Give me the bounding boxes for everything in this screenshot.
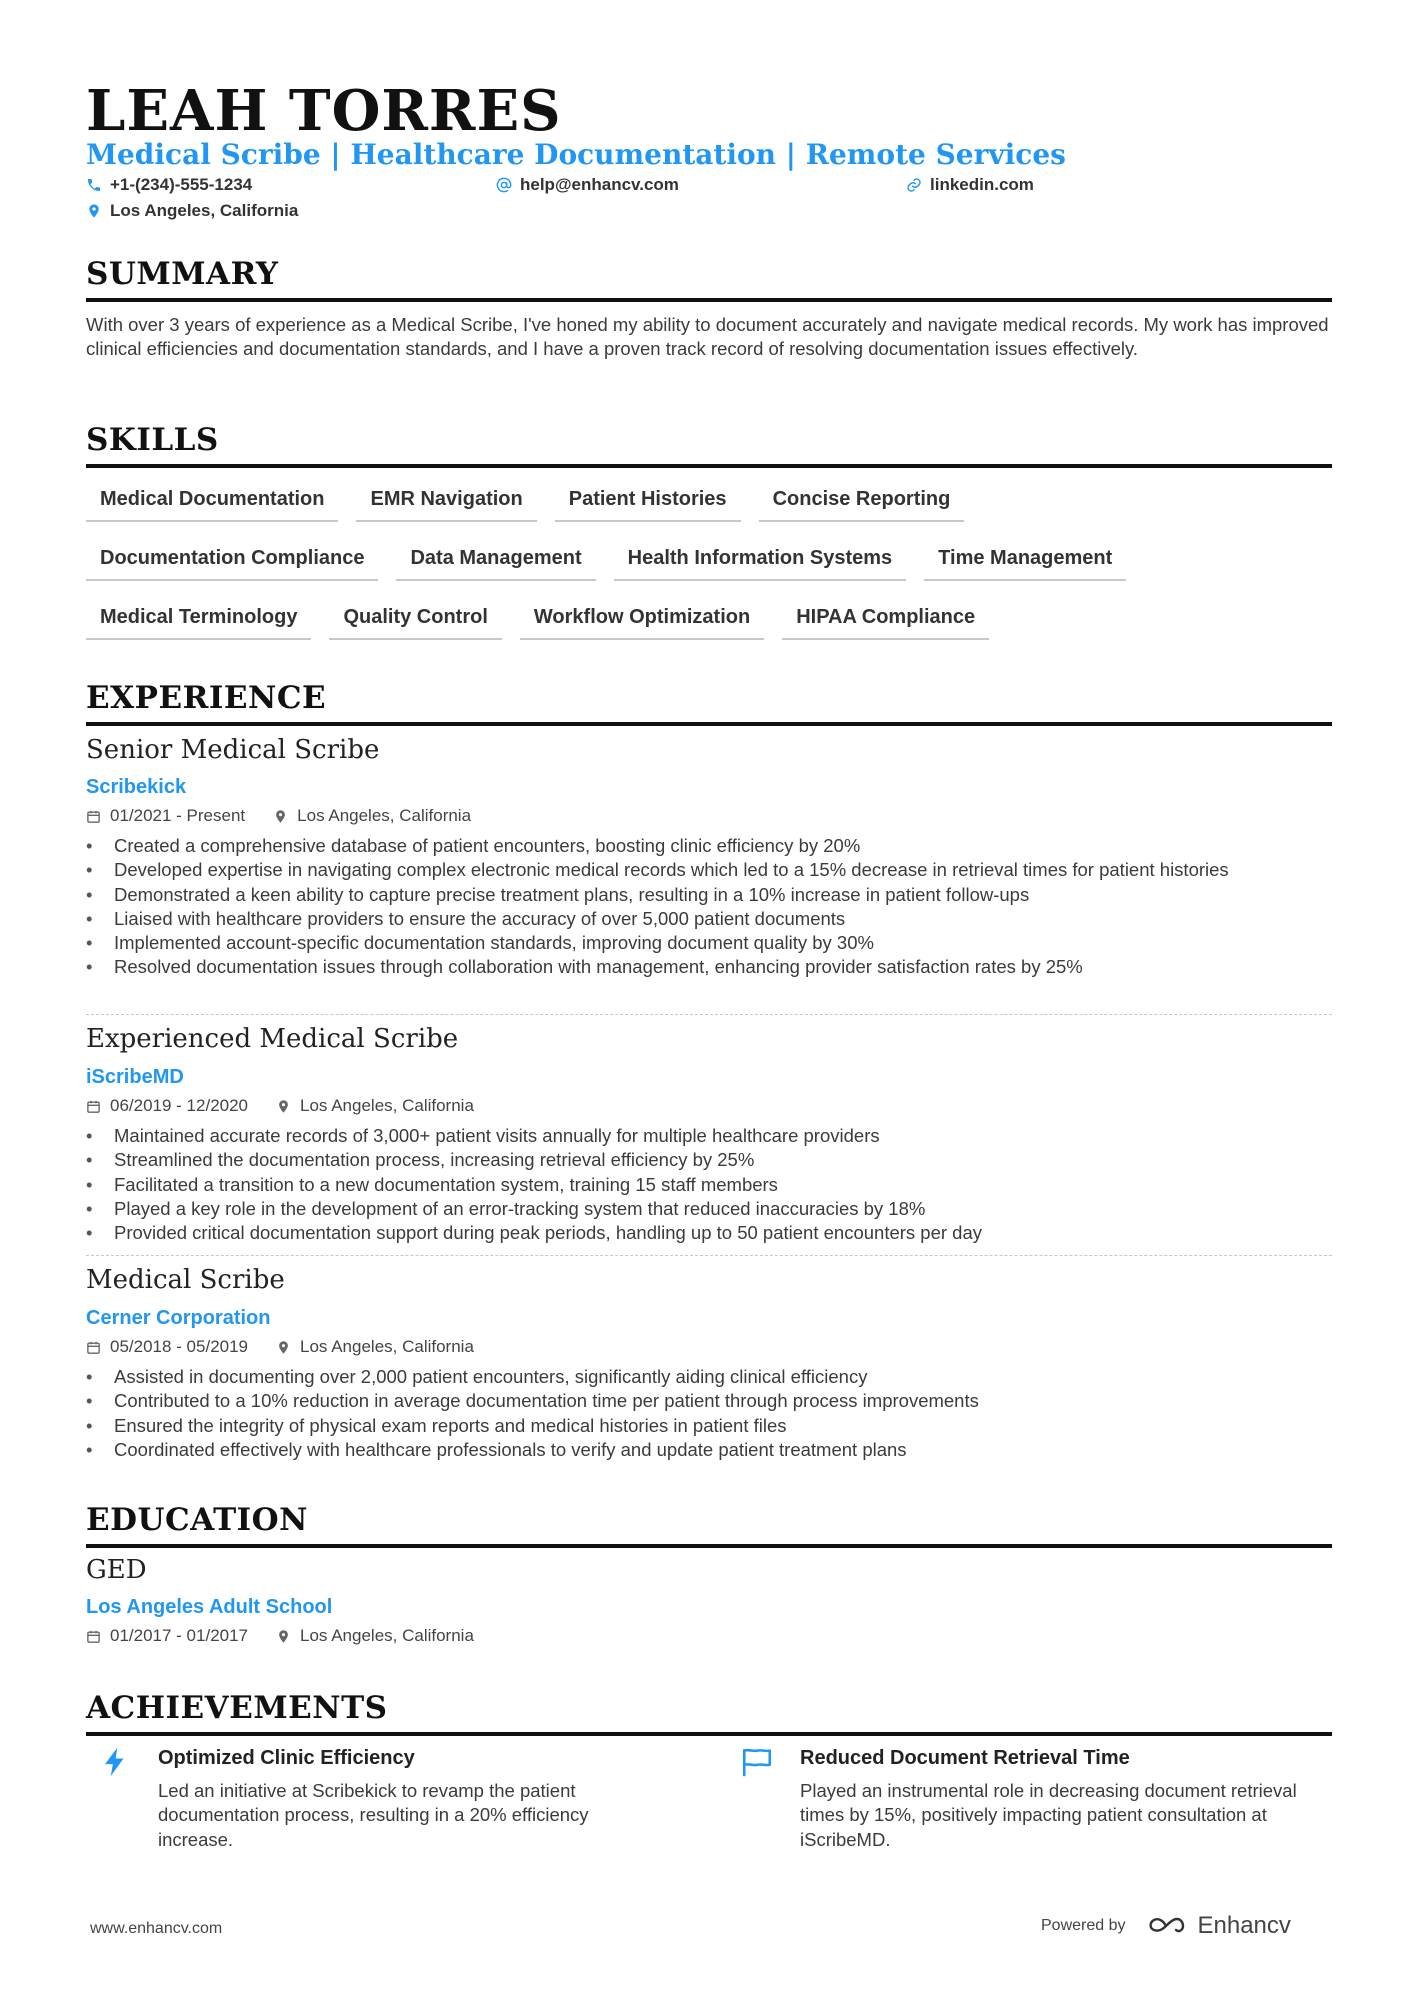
list-item: • Resolved documentation issues through collaboration with management, enhancing provider satisfaction rates by 25% xyxy=(86,955,1332,979)
company-name[interactable]: Scribekick xyxy=(86,776,187,798)
job-title: Medical Scribe xyxy=(86,1265,285,1295)
job-meta xyxy=(86,806,471,826)
calendar-icon xyxy=(86,1629,101,1644)
list-item: • Liaised with healthcare providers to ensure the accuracy of over 5,000 patient documents xyxy=(86,907,1332,931)
calendar-icon xyxy=(86,809,101,824)
school-name[interactable]: Los Angeles Adult School xyxy=(86,1596,333,1618)
location-text: Los Angeles, California xyxy=(110,201,299,220)
calendar-icon xyxy=(86,1099,101,1114)
job-title: Senior Medical Scribe xyxy=(86,735,380,765)
achievement-description: Led an initiative at Scribekick to revamp the patient documentation process, resulting in a 20% efficiency increase. xyxy=(158,1780,589,1850)
skills-row xyxy=(86,480,1332,539)
achievement-description: Played an instrumental role in decreasing document retrieval times by 15%, positively impacting patient consultation at iScribeMD. xyxy=(800,1780,1297,1850)
powered-by-label: Powered by xyxy=(1041,1917,1126,1934)
list-item: • Ensured the integrity of physical exam reports and medical histories in patient files xyxy=(86,1414,1332,1438)
skill-tag: Workflow Optimization xyxy=(520,598,764,640)
job-bullets xyxy=(86,834,1332,980)
achievements-heading: ACHIEVEMENTS xyxy=(86,1690,1332,1736)
location-pin-icon xyxy=(276,1099,291,1114)
skill-tag: Time Management xyxy=(924,539,1126,581)
skills-heading: SKILLS xyxy=(86,422,1332,468)
summary-text: With over 3 years of experience as a Medical Scribe, I've honed my ability to document accurately and navigate medical records. My work has improved clinical efficiencies and documentation standards, and I have a proven track record of resolving documentation issues effectively. xyxy=(86,314,1329,359)
company-name[interactable]: Cerner Corporation xyxy=(86,1307,271,1329)
list-item: • Implemented account-specific documentation standards, improving document quality by 30% xyxy=(86,931,1332,955)
location-pin-icon xyxy=(276,1340,291,1355)
phone-contact xyxy=(86,175,252,195)
education-location: Los Angeles, California xyxy=(300,1626,474,1645)
skill-tag: Medical Terminology xyxy=(86,598,311,640)
list-item: • Played a key role in the development of an error-tracking system that reduced inaccuracies by 18% xyxy=(86,1197,1332,1221)
skill-tag: EMR Navigation xyxy=(356,480,536,522)
enhancv-logo-icon xyxy=(1146,1914,1190,1938)
list-item: • Coordinated effectively with healthcare professionals to verify and update patient treatment plans xyxy=(86,1438,1332,1462)
degree-title: GED xyxy=(86,1555,147,1585)
skill-tag: Patient Histories xyxy=(555,480,741,522)
achievement-title: Reduced Document Retrieval Time xyxy=(800,1747,1130,1769)
experience-heading: EXPERIENCE xyxy=(86,680,1332,726)
skills-list xyxy=(86,480,1332,657)
job-title: Experienced Medical Scribe xyxy=(86,1024,459,1054)
linkedin-contact xyxy=(906,175,1034,195)
job-bullets xyxy=(86,1124,1332,1245)
job-location: Los Angeles, California xyxy=(300,1096,474,1115)
job-dates: 05/2018 - 05/2019 xyxy=(110,1337,249,1356)
job-location: Los Angeles, California xyxy=(300,1337,474,1356)
location-pin-icon xyxy=(273,809,288,824)
skill-tag: Quality Control xyxy=(329,598,501,640)
list-item: • Facilitated a transition to a new documentation system, training 15 staff members xyxy=(86,1173,1332,1197)
skills-row xyxy=(86,598,1332,657)
skill-tag: Concise Reporting xyxy=(759,480,965,522)
job-meta xyxy=(86,1337,474,1357)
skill-tag: Health Information Systems xyxy=(614,539,907,581)
job-divider xyxy=(86,1014,1332,1015)
skill-tag: Documentation Compliance xyxy=(86,539,378,581)
list-item: • Contributed to a 10% reduction in average documentation time per patient through process improvements xyxy=(86,1389,1332,1413)
email-contact xyxy=(496,175,679,195)
link-icon xyxy=(906,177,922,193)
calendar-icon xyxy=(86,1340,101,1355)
linkedin-text[interactable]: linkedin.com xyxy=(930,175,1034,194)
list-item: • Provided critical documentation support during peak periods, handling up to 50 patient encounters per day xyxy=(86,1221,1332,1245)
email-text[interactable]: help@enhancv.com xyxy=(520,175,679,194)
education-heading: EDUCATION xyxy=(86,1502,1332,1548)
skills-row xyxy=(86,539,1332,598)
job-dates: 06/2019 - 12/2020 xyxy=(110,1096,249,1115)
job-bullets xyxy=(86,1365,1332,1462)
education-dates: 01/2017 - 01/2017 xyxy=(110,1626,249,1645)
headline: Medical Scribe | Healthcare Documentation | Remote Services xyxy=(86,138,1066,171)
location-pin-icon xyxy=(276,1629,291,1644)
brand-logo[interactable] xyxy=(1146,1912,1291,1940)
footer-branding xyxy=(1041,1912,1291,1940)
lightning-bolt-icon xyxy=(98,1745,132,1779)
job-location: Los Angeles, California xyxy=(297,806,472,825)
phone-icon xyxy=(86,177,102,193)
list-item: • Demonstrated a keen ability to capture precise treatment plans, resulting in a 10% increase in patient follow-ups xyxy=(86,883,1332,907)
job-dates: 01/2021 - Present xyxy=(110,806,246,825)
phone-text[interactable]: +1-(234)-555-1234 xyxy=(110,175,253,194)
list-item: • Created a comprehensive database of patient encounters, boosting clinic efficiency by 20% xyxy=(86,834,1332,858)
list-item: • Streamlined the documentation process, increasing retrieval efficiency by 25% xyxy=(86,1148,1332,1172)
list-item: • Developed expertise in navigating complex electronic medical records which led to a 15% decrease in retrieval times for patient histories xyxy=(86,858,1332,882)
location-pin-icon xyxy=(86,203,102,219)
job-meta xyxy=(86,1096,474,1116)
skill-tag: Medical Documentation xyxy=(86,480,338,522)
flag-icon xyxy=(740,1745,774,1779)
list-item: • Maintained accurate records of 3,000+ patient visits annually for multiple healthcare providers xyxy=(86,1124,1332,1148)
website-link[interactable]: www.enhancv.com xyxy=(90,1920,223,1937)
skill-tag: HIPAA Compliance xyxy=(782,598,989,640)
education-meta xyxy=(86,1626,474,1646)
company-name[interactable]: iScribeMD xyxy=(86,1066,184,1088)
summary-heading: SUMMARY xyxy=(86,256,1332,302)
list-item: • Assisted in documenting over 2,000 patient encounters, significantly aiding clinical efficiency xyxy=(86,1365,1332,1389)
skill-tag: Data Management xyxy=(396,539,595,581)
candidate-name: LEAH TORRES xyxy=(86,78,562,144)
achievement-title: Optimized Clinic Efficiency xyxy=(158,1747,415,1769)
location-contact xyxy=(86,201,298,221)
brand-name: Enhancv xyxy=(1197,1912,1291,1939)
at-icon xyxy=(496,177,512,193)
job-divider xyxy=(86,1255,1332,1256)
